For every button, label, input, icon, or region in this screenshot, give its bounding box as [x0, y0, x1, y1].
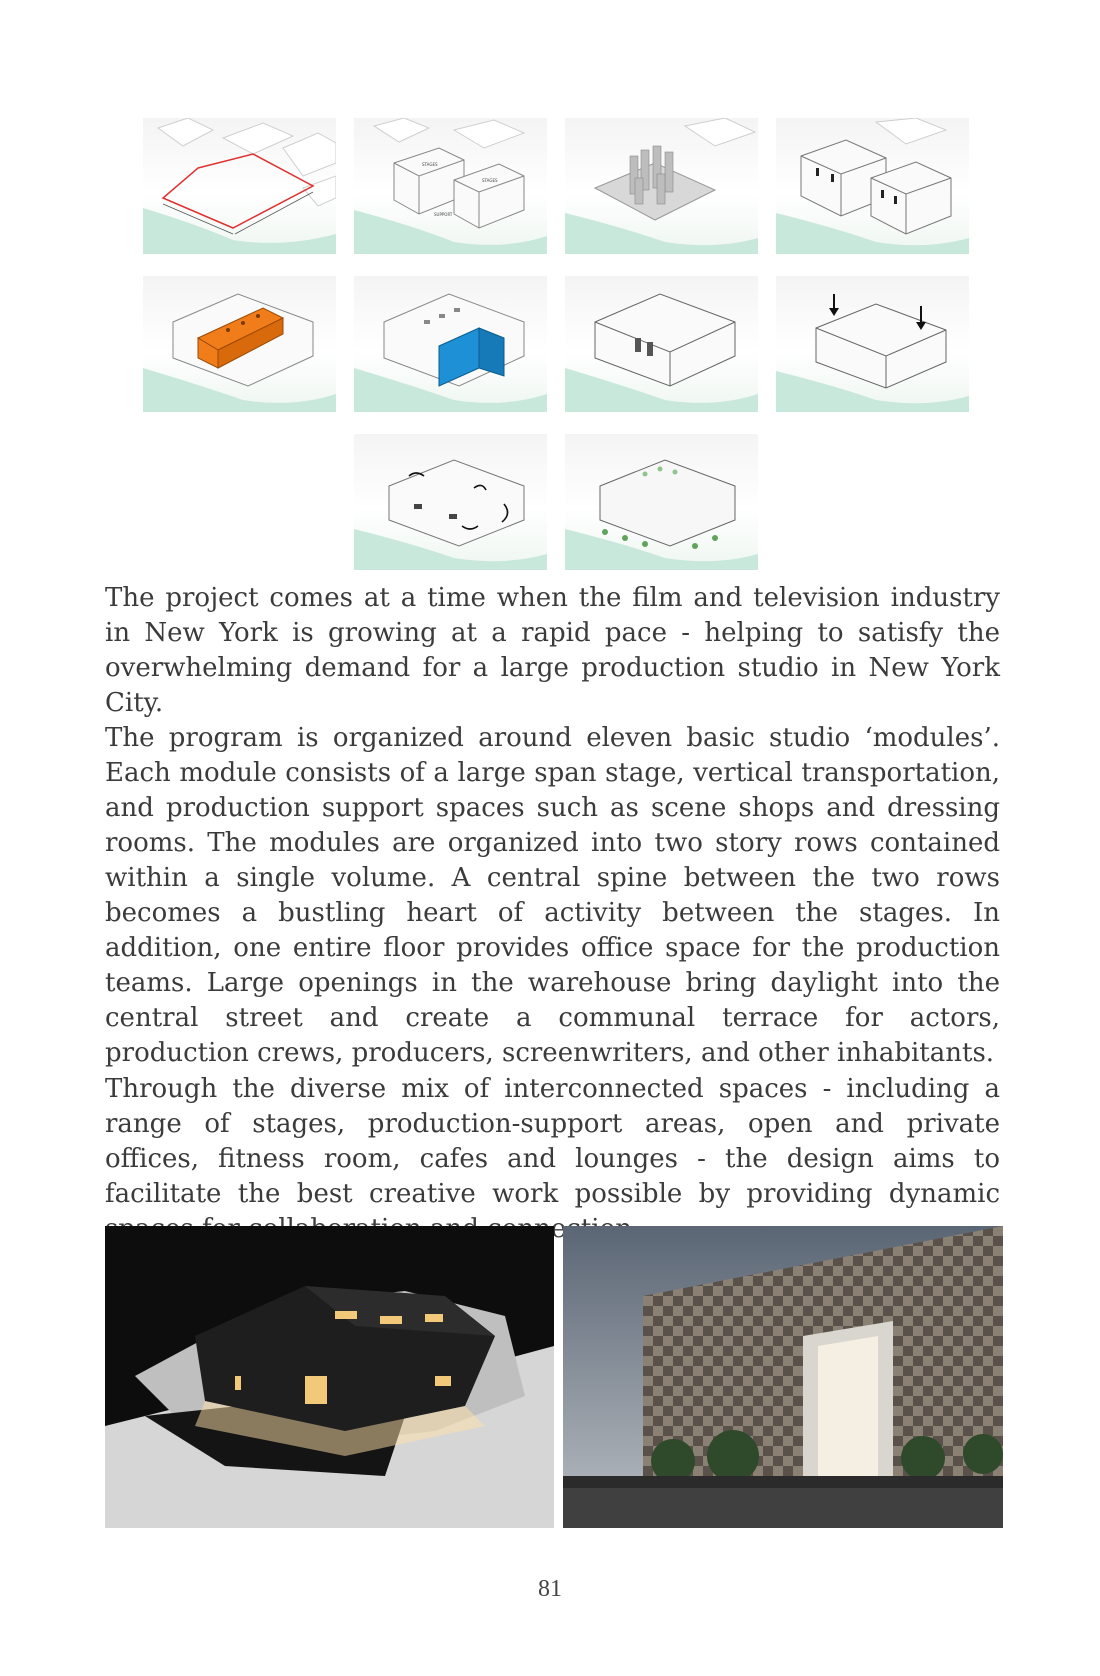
diagram-volume-massing — [776, 118, 969, 254]
diagram-combined-volume — [565, 276, 758, 412]
diagram-carve-terraces — [354, 434, 547, 570]
diagram-stage-modules — [565, 118, 758, 254]
diagram-support-orange — [143, 276, 336, 412]
paragraph-2-text: The program is organized around eleven basic studio ‘modules’. Each module consists of a large span stage, vertical transportation, and production support spaces such as scene shops and dressing rooms. The modules are organized into two story rows contained within a single volume. A central spine between the two rows becomes a bustling heart of activity between the stages. In addition, one entire floor provides office space for the production teams. Large openings in the warehouse bring daylight into the central street and create a communal terrace for actors, production crews, producers, screenwriters, and other inhabitants. — [105, 723, 1000, 1068]
diagram-stage-volumes — [354, 118, 547, 254]
label-stages-a: STAGES — [422, 162, 438, 167]
photo-physical-model — [105, 1226, 554, 1528]
page-number: 81 — [538, 1576, 562, 1602]
diagram-office-blue — [354, 276, 547, 412]
diagram-landscaped-roof — [565, 434, 758, 570]
diagram-push-down — [776, 276, 969, 412]
paragraph-intro — [105, 581, 1000, 721]
photo-exterior-rendering — [563, 1226, 1003, 1528]
diagram-site-boundary — [143, 118, 336, 254]
paragraph-design — [105, 1072, 1000, 1247]
label-support: SUPPORT — [434, 212, 453, 217]
label-stages-b: STAGES — [482, 178, 498, 183]
paragraph-1-text: The project comes at a time when the film and television industry in New York is growing at a rapid pace - helping to satisfy the overwhelming demand for a large production studio in New York City. — [105, 583, 1000, 718]
paragraph-program — [105, 721, 1000, 1071]
paragraph-3-text: Through the diverse mix of interconnected spaces - including a range of stages, production-support areas, open and private offices, fitness room, cafes and lounges - the design aims to facilitate the best creative work possible by providing dynamic — [105, 1074, 1000, 1209]
